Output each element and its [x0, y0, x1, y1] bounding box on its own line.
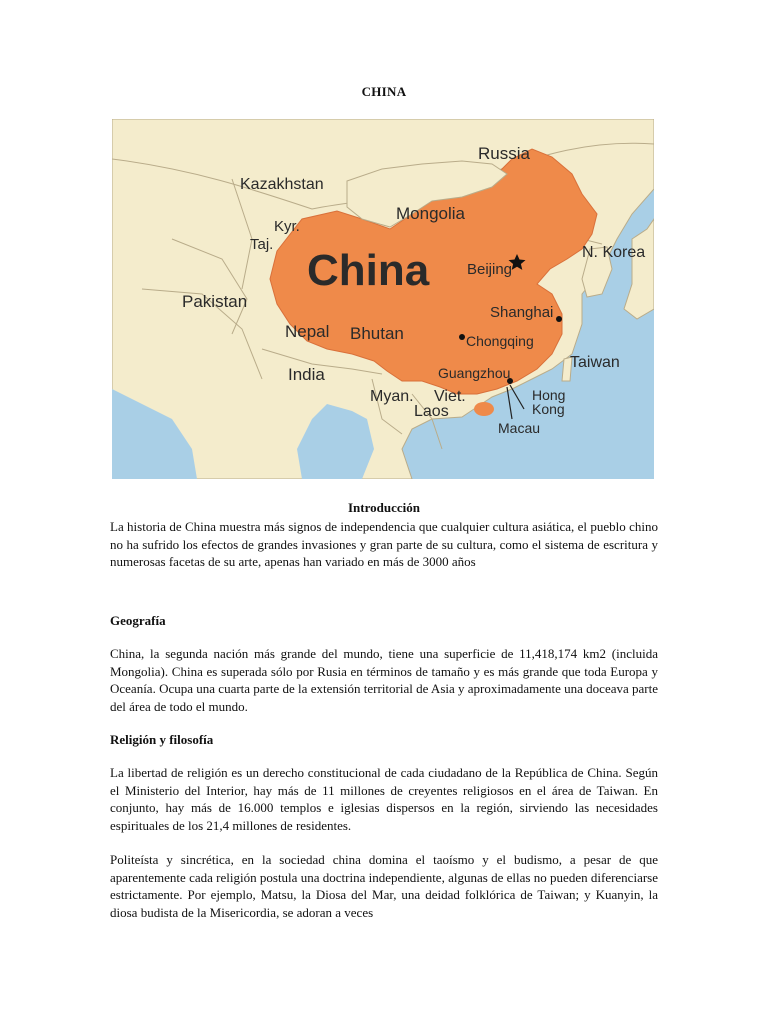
label-bhutan: Bhutan [350, 324, 404, 343]
intro-section [110, 518, 658, 571]
religion-paragraph-1: La libertad de religión es un derecho constitucional de cada ciudadano de la República de China. Según el Ministerio del Interior, hay más de 11 millones de creyentes religiosos en el área de Taiwan. En conjunto, hay más de 16.000 templos e iglesias dispersos en la región, sirviendo las necesidades espirituales de los 21,4 millones de residentes. [110, 765, 658, 833]
label-myan: Myan. [370, 388, 414, 405]
label-guangzhou: Guangzhou [438, 365, 511, 381]
chongqing-dot [459, 334, 465, 340]
label-viet: Viet. [434, 388, 466, 405]
label-laos: Laos [414, 403, 449, 420]
religion-heading: Religión y filosofía [110, 732, 214, 747]
geo-section [110, 645, 658, 715]
geo-heading: Geografía [110, 613, 166, 628]
label-kong: Kong [532, 401, 565, 417]
label-china: China [307, 246, 430, 295]
label-mongolia: Mongolia [396, 204, 465, 223]
hainan-island [474, 402, 494, 416]
label-taiwan: Taiwan [570, 354, 620, 371]
intro-heading: Introducción [348, 500, 420, 515]
label-pakistan: Pakistan [182, 292, 248, 311]
label-taj: Taj. [250, 236, 274, 253]
label-india: India [288, 365, 325, 384]
label-chongqing: Chongqing [466, 333, 534, 349]
label-macau: Macau [498, 420, 541, 436]
label-nkorea: N. Korea [582, 244, 646, 261]
china-map [112, 119, 654, 479]
label-hong: Hong [532, 387, 566, 403]
label-nepal: Nepal [285, 322, 330, 341]
geo-paragraph: China, la segunda nación más grande del mundo, tiene una superficie de 11,418,174 km2 (incluida Mongolia). China es superada sólo por Rusia en términos de tamaño y es más grande que toda Europa y Oceanía. Ocupa una cuarta parte de la extensión territorial de Asia y aproximadamente una doceava parte del área de todo el mundo. [110, 646, 658, 714]
label-beijing: Beijing [467, 261, 513, 278]
intro-paragraph: La historia de China muestra más signos de independencia que cualquier cultura asiática, el pueblo chino no ha sufrido los efectos de grandes invasiones y gran parte de su cultura, como el sistema de escritura y numerosas facetas de su arte, apenas han variado en más de 3000 años [110, 519, 658, 569]
shanghai-dot [556, 316, 562, 322]
page-title: CHINA [361, 84, 407, 99]
label-kyr: Kyr. [274, 218, 300, 235]
label-russia: Russia [478, 144, 530, 163]
religion-paragraph-2: Politeísta y sincrética, en la sociedad china domina el taoísmo y el budismo, a pesar de que aparentemente cada religión postula una doctrina independiente, algunas de ellas no pueden diferenciarse estrictamente. Por ejemplo, Matsu, la Diosa del Mar, una deidad folklórica de Taiwan; y Kuanyin, la diosa budista de la Misericordia, se adoran a veces [110, 852, 658, 920]
label-kazakhstan: Kazakhstan [240, 176, 324, 193]
religion-section [110, 764, 658, 921]
label-shanghai: Shanghai [490, 304, 554, 321]
